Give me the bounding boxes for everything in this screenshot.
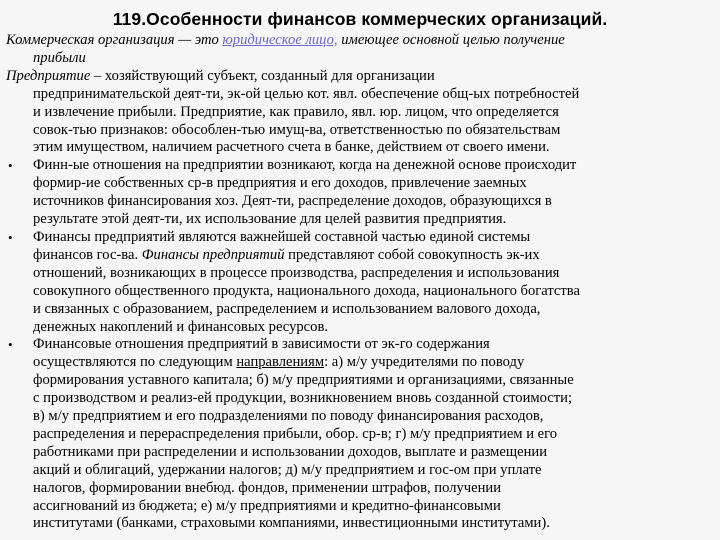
bullet-line-2-before: осуществляются по следующим — [33, 354, 237, 371]
enterprise-line-1-rest: – хозяйствующий субъект, созданный для организации — [90, 67, 435, 84]
bullet-item-financial-relations — [6, 157, 710, 229]
enterprise-paragraph — [6, 68, 710, 158]
bullet-line: отношений, возникающих в процессе производства, распределения и использования — [33, 264, 560, 281]
directions-term: направлениям — [236, 354, 325, 371]
bullet-line — [33, 247, 710, 265]
enterprise-line: и извлечение прибыли. Предприятие, как правило, явл. юр. лицом, что определяется — [33, 103, 559, 120]
bullet-line: распределения и перераспределения прибыли, обор. ср-в; г) м/у предприятием и его — [33, 425, 558, 442]
bullet-line: институтами (банками, страховыми компаниями, инвестиционными институтами). — [33, 515, 550, 532]
bullet-line: в) м/у предприятием и его подразделениями по поводу финансирования расходов, — [33, 408, 544, 425]
enterprise-line-1 — [6, 67, 710, 86]
enterprise-finance-term: Финансы предприятий — [141, 246, 285, 263]
bullet-line: формирования уставного капитала; б) м/у предприятиями и организациями, связанные — [33, 372, 574, 389]
bullet-line: акций и облигаций, удержании налогов; д) м/у предприятием и гос-ом при уплате — [33, 461, 542, 478]
bullet-line: ассигнований из бюджета; е) м/у предприятиями и кредитно-финансовыми — [33, 497, 501, 514]
enterprise-line: предпринимательской деят-ти, эк-ой целью кот. явл. обеспечение общ-ых потребностей — [33, 85, 580, 102]
bullet-line: Финн-ые отношения на предприятии возникают, когда на денежной основе происходит — [33, 157, 577, 174]
bullet-line: налогов, формировании внебюд. фондов, применении штрафов, получении — [33, 479, 502, 496]
bullet-line: совокупного общественного продукта, национального дохода, национального богатства — [33, 282, 580, 299]
slide-content — [6, 32, 710, 533]
bullet-marker: • — [8, 337, 13, 353]
bullet-line: Финансовые отношения предприятий в зависимости от эк-го содержания — [33, 336, 490, 353]
bullet-line-2-before: финансов гос-ва. — [33, 246, 142, 263]
enterprise-term: Предприятие — [6, 67, 91, 84]
definition-text-before-link: — это — [174, 32, 223, 48]
bullet-line: источников финансирования хоз. Деят-ти, распределение доходов, образующихся в — [33, 193, 552, 210]
bullet-line — [33, 354, 710, 372]
bullet-line: денежных накоплений и финансовых ресурсов. — [33, 318, 328, 335]
bullet-line: с производством и реализ-ей продукции, возникновением вновь созданной стоимости; — [33, 390, 572, 407]
legal-entity-link[interactable]: юридическое лицо, — [222, 32, 338, 48]
bullet-line: формир-ие собственных ср-в предприятия и его доходов, привлечение заемных — [33, 175, 527, 192]
definition-paragraph — [6, 32, 710, 68]
enterprise-line: этим имуществом, наличием расчетного счета в банке, действием от своего имени. — [33, 139, 550, 156]
bullet-marker: • — [8, 158, 13, 174]
bullet-item-enterprise-finance — [6, 229, 710, 336]
definition-text-after-link: имеющее основной целью получение — [337, 32, 565, 48]
definition-line-1 — [6, 32, 710, 50]
definition-term: Коммерческая организация — [6, 32, 175, 48]
bullet-line: и связанных с образованием, распределением и использованием валового дохода, — [33, 300, 541, 317]
bullet-line-2-after: представляют собой совокупность эк-их — [284, 246, 540, 263]
bullet-item-relation-directions — [6, 336, 710, 533]
bullet-line: результате этой деят-ти, их использование для целей развития предприятия. — [33, 211, 507, 228]
bullet-line: Финансы предприятий являются важнейшей составной частью единой системы — [33, 228, 531, 245]
bullet-marker: • — [8, 229, 13, 245]
bullet-line: работниками при распределении и использовании доходов, выплате и размещении — [33, 443, 548, 460]
definition-line-2: прибыли — [33, 49, 86, 66]
slide-title: 119.Особенности финансов коммерческих организаций. — [112, 9, 608, 29]
enterprise-line: совок-тью признаков: обособлен-тью имущ-ва, ответственностью по обязательствам — [33, 121, 561, 138]
bullet-line-2-after: : а) м/у учредителями по поводу — [324, 354, 525, 371]
